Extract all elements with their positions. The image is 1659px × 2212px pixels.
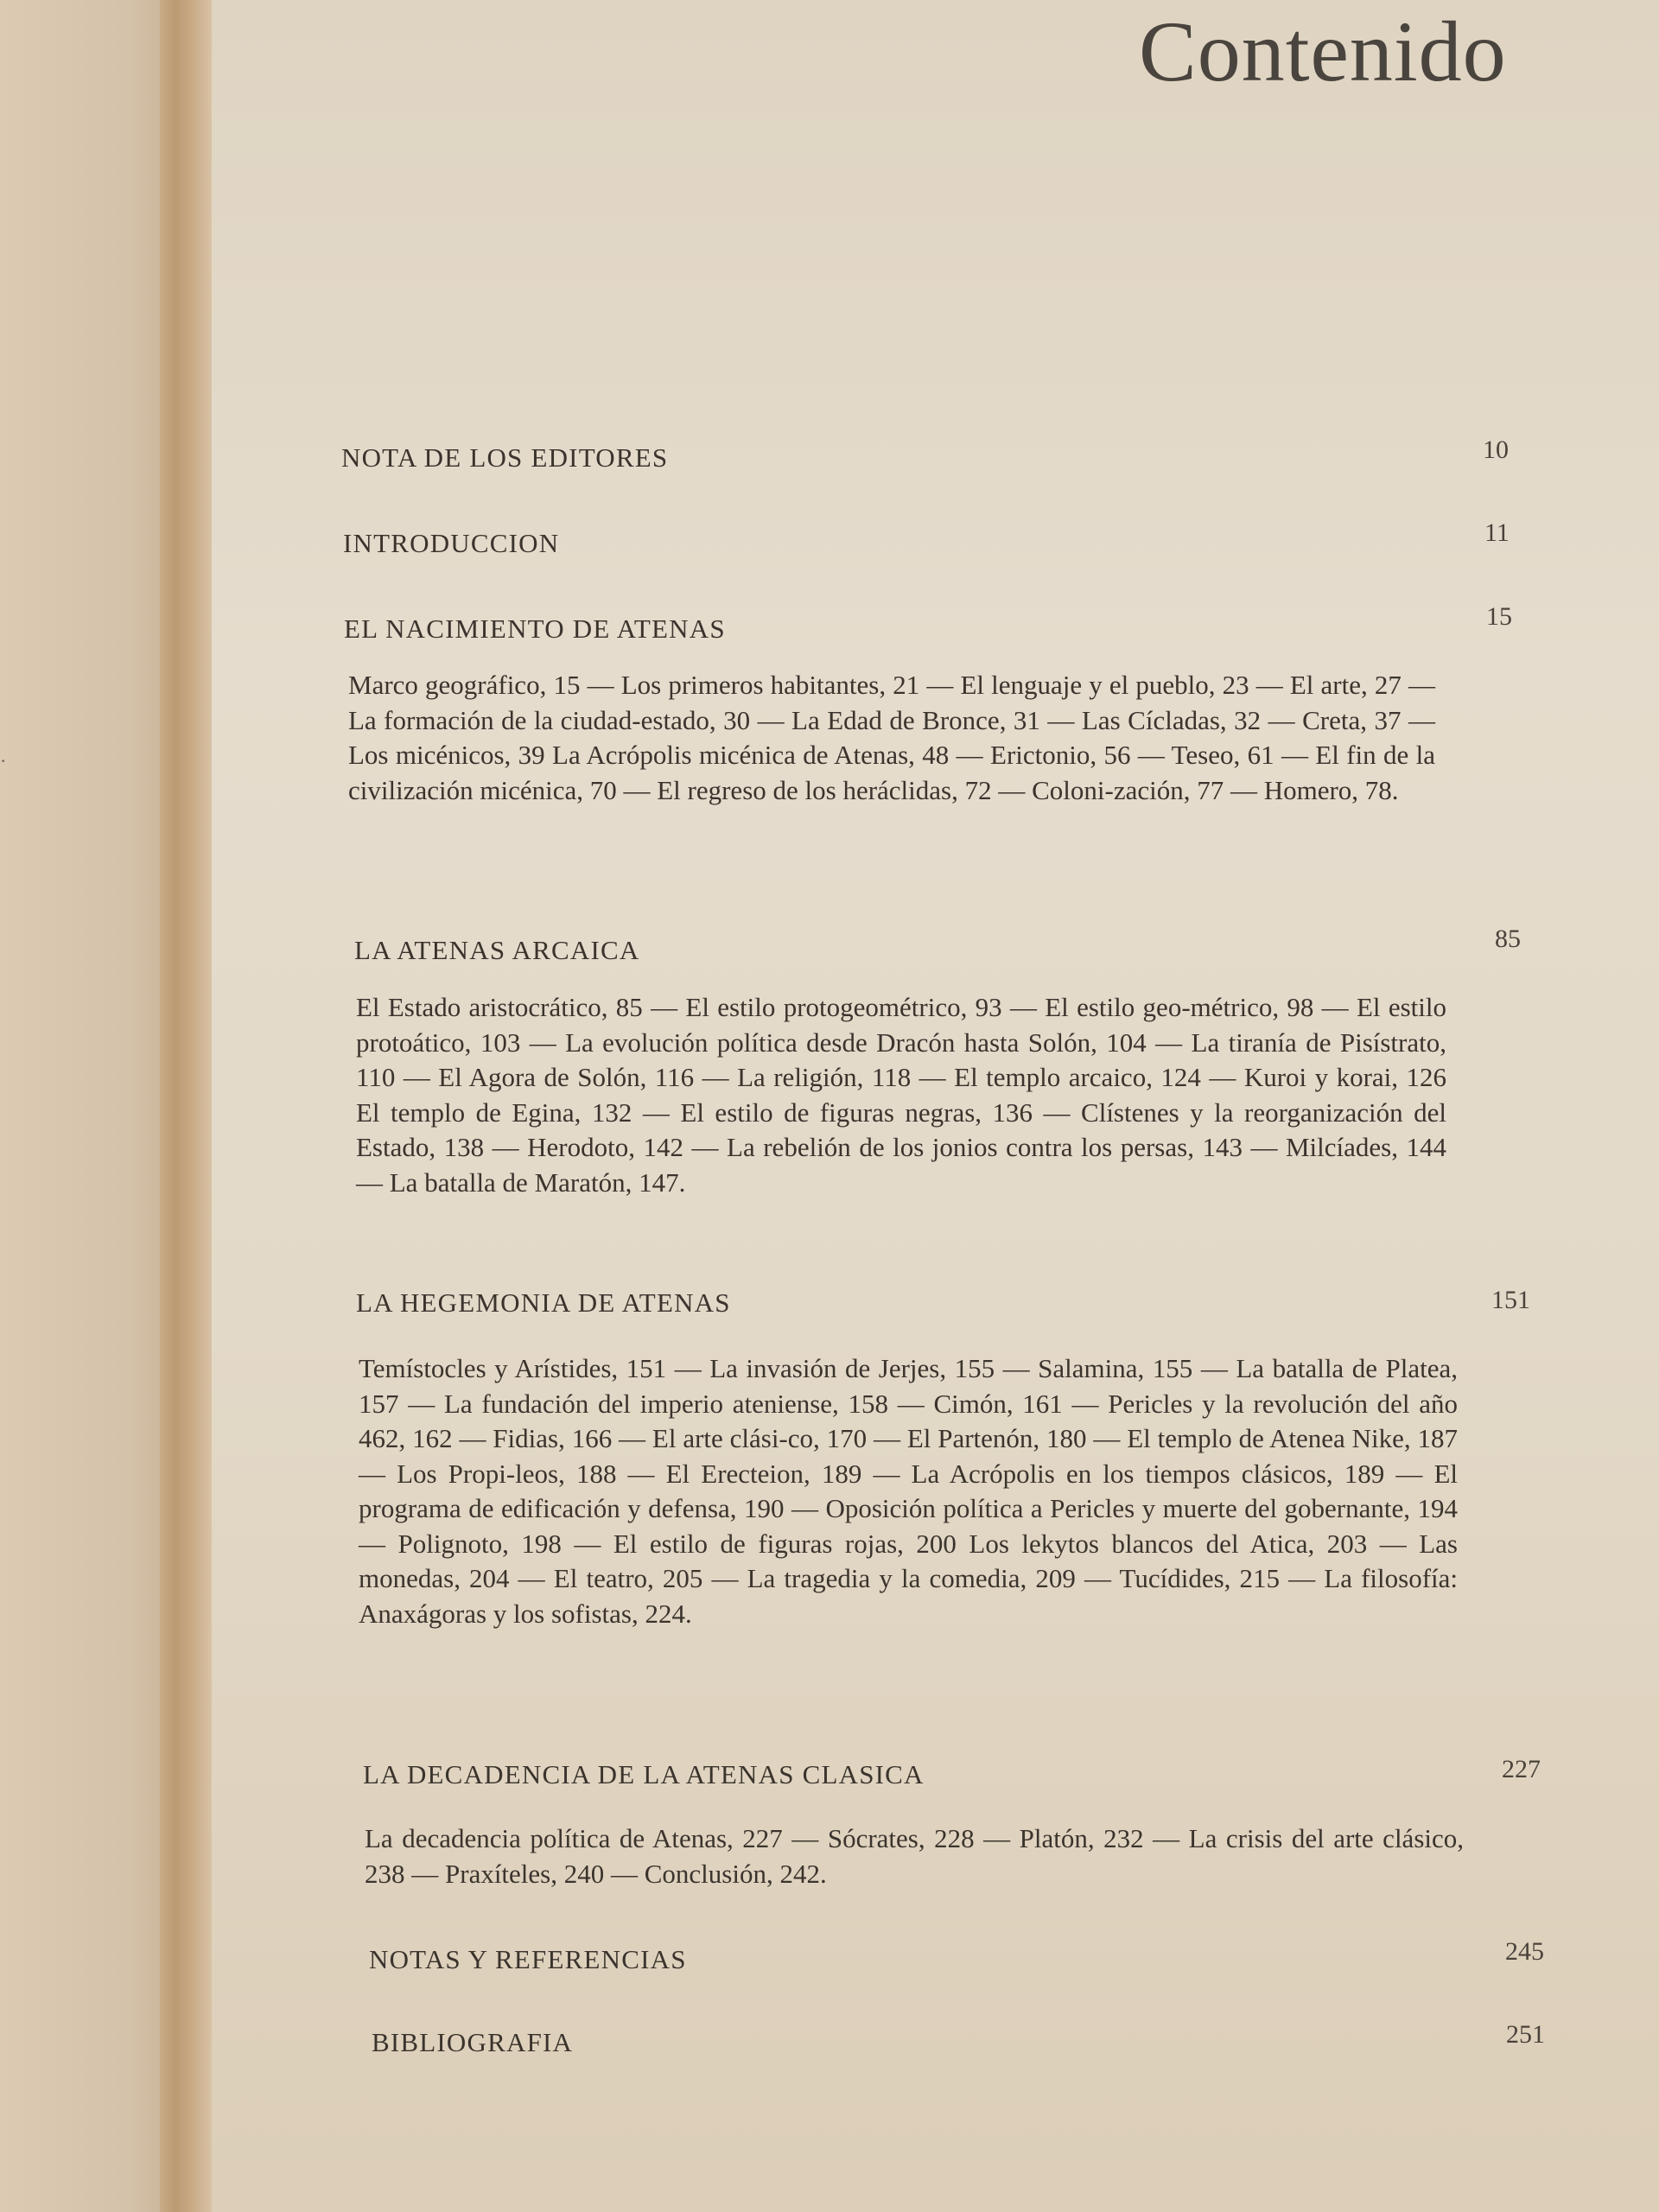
toc-page-number: 10 <box>1483 435 1509 464</box>
toc-heading: BIBLIOGRAFIA <box>372 2027 574 2057</box>
toc-page-number: 15 <box>1486 602 1512 631</box>
toc-page-number: 85 <box>1495 925 1521 953</box>
page-title: Contenido <box>1139 3 1507 99</box>
book-gutter <box>160 0 212 2212</box>
left-page <box>0 0 160 2212</box>
toc-heading: LA ATENAS ARCAICA <box>354 935 640 965</box>
toc-heading: LA DECADENCIA DE LA ATENAS CLASICA <box>363 1759 925 1789</box>
toc-page-number: 227 <box>1502 1755 1541 1783</box>
toc-page-number: 151 <box>1491 1286 1530 1314</box>
toc-page-number: 245 <box>1505 1937 1544 1966</box>
toc-heading: NOTAS Y REFERENCIAS <box>369 1944 687 1974</box>
toc-section-body: La decadencia política de Atenas, 227 — Sócrates, 228 — Platón, 232 — La crisis del arte clásico, 238 — Praxíteles, 240 — Conclusión, 242. <box>365 1823 1464 1889</box>
toc-page-number: 11 <box>1484 518 1510 547</box>
toc-heading: INTRODUCCION <box>343 528 560 558</box>
stray-margin-mark: · <box>0 750 7 772</box>
toc-section-body: Marco geográfico, 15 — Los primeros habitantes, 21 — El lenguaje y el pueblo, 23 — El arte, 27 — La formación de la ciudad-estado, 30 — La Edad de Bronce, 31 — Las Cícladas, 32 — Creta, 37 — Los micénicos, 39 La Acrópolis micénica de Atenas, 48 — Erictonio, 56 — Teseo, 61 — El fin de la civilización micénica, 70 — El regreso de los heráclidas, 72 — Coloni-zación, 77 — Homero, 78. <box>348 670 1435 805</box>
toc-heading: EL NACIMIENTO DE ATENAS <box>344 613 726 644</box>
toc-page-number: 251 <box>1506 2020 1545 2049</box>
toc-section-body: El Estado aristocrático, 85 — El estilo protogeométrico, 93 — El estilo geo-métrico, 98 — El estilo protoático, 103 — La evolución política desde Dracón hasta Solón, 104 — La tiranía de Pisístrato, 110 — El Agora de Solón, 116 — La religión, 118 — El templo arcaico, 124 — Kuroi y korai, 126 El templo de Egina, 132 — El estilo de figuras negras, 136 — Clístenes y la reorganización del Estado, 138 — Herodoto, 142 — La rebelión de los jonios contra los persas, 143 — Milcíades, 144 — La batalla de Maratón, 147. <box>356 992 1446 1198</box>
toc-heading: LA HEGEMONIA DE ATENAS <box>356 1287 731 1318</box>
toc-section-body: Temístocles y Arístides, 151 — La invasión de Jerjes, 155 — Salamina, 155 — La batalla de Platea, 157 — La fundación del imperio ateniense, 158 — Cimón, 161 — Pericles y la revolución del año 462, 162 — Fidias, 166 — El arte clási-co, 170 — El Partenón, 180 — El templo de Atenea Nike, 187 — Los Propi-leos, 188 — El Erecteion, 189 — La Acrópolis en los tiempos clásicos, 189 — El programa de edificación y defensa, 190 — Oposición política a Pericles y muerte del gobernante, 194 — Polignoto, 198 — El estilo de figuras rojas, 200 Los lekytos blancos del Atica, 203 — Las monedas, 204 — El teatro, 205 — La tragedia y la comedia, 209 — Tucídides, 215 — La filosofía: Anaxágoras y los sofistas, 224. <box>359 1353 1458 1629</box>
toc-heading: NOTA DE LOS EDITORES <box>341 442 669 473</box>
